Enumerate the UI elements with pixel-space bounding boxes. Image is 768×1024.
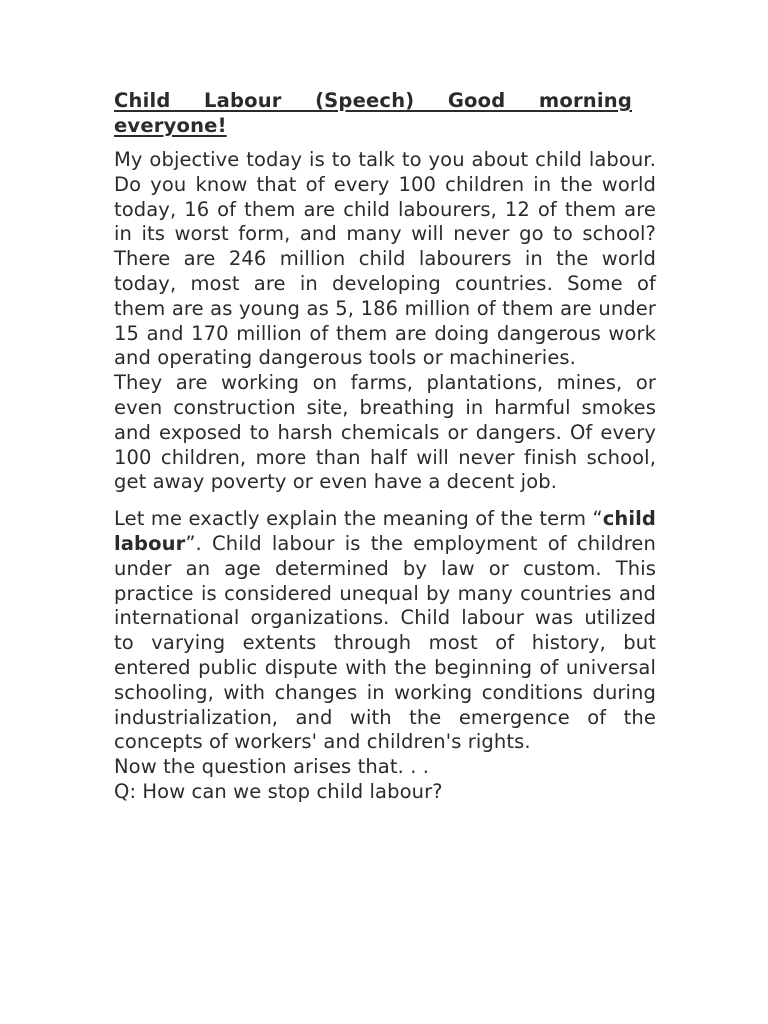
document-title xyxy=(114,88,656,138)
definition-text-after: ”. Child labour is the employment of children under an age determined by law or custom. This practice is considered unequal by many countries and international organizations. Child labour was utilized to varying extents through most of history, but entered public dispute with the beginning of universal schooling, with changes in working conditions during industrialization, and with the emergence of the concepts of workers' and children's rights. xyxy=(114,531,656,754)
paragraph-working-conditions: They are working on farms, plantations, mines, or even construction site, breathing in harmful smokes and exposed to harsh chemicals or dangers. Of every 100 children, more than half will never finish school, get away poverty or even have a decent job. xyxy=(114,371,656,494)
paragraph-definition xyxy=(114,507,656,755)
question-intro: Now the question arises that. . . xyxy=(114,755,430,779)
paragraph-spacer xyxy=(114,495,656,507)
document-page xyxy=(114,88,656,805)
definition-text-before: Let me exactly explain the meaning of the term “ xyxy=(114,507,603,531)
paragraph-statistics: My objective today is to talk to you about child labour. Do you know that of every 100 children in the world today, 16 of them are child labourers, 12 of them are in its worst form, and many will never go to school? There are 246 million child labourers in the world today, most are in developing countries. Some of them are as young as 5, 186 million of them are under 15 and 170 million of them are doing dangerous work and operating dangerous tools or machineries. xyxy=(114,148,656,370)
title-line-1: Child Labour (Speech) Good morning xyxy=(114,89,632,112)
question-line: Q: How can we stop child labour? xyxy=(114,779,443,803)
definition-term-bold: child labour xyxy=(114,507,656,555)
title-line-2: everyone! xyxy=(114,114,227,137)
